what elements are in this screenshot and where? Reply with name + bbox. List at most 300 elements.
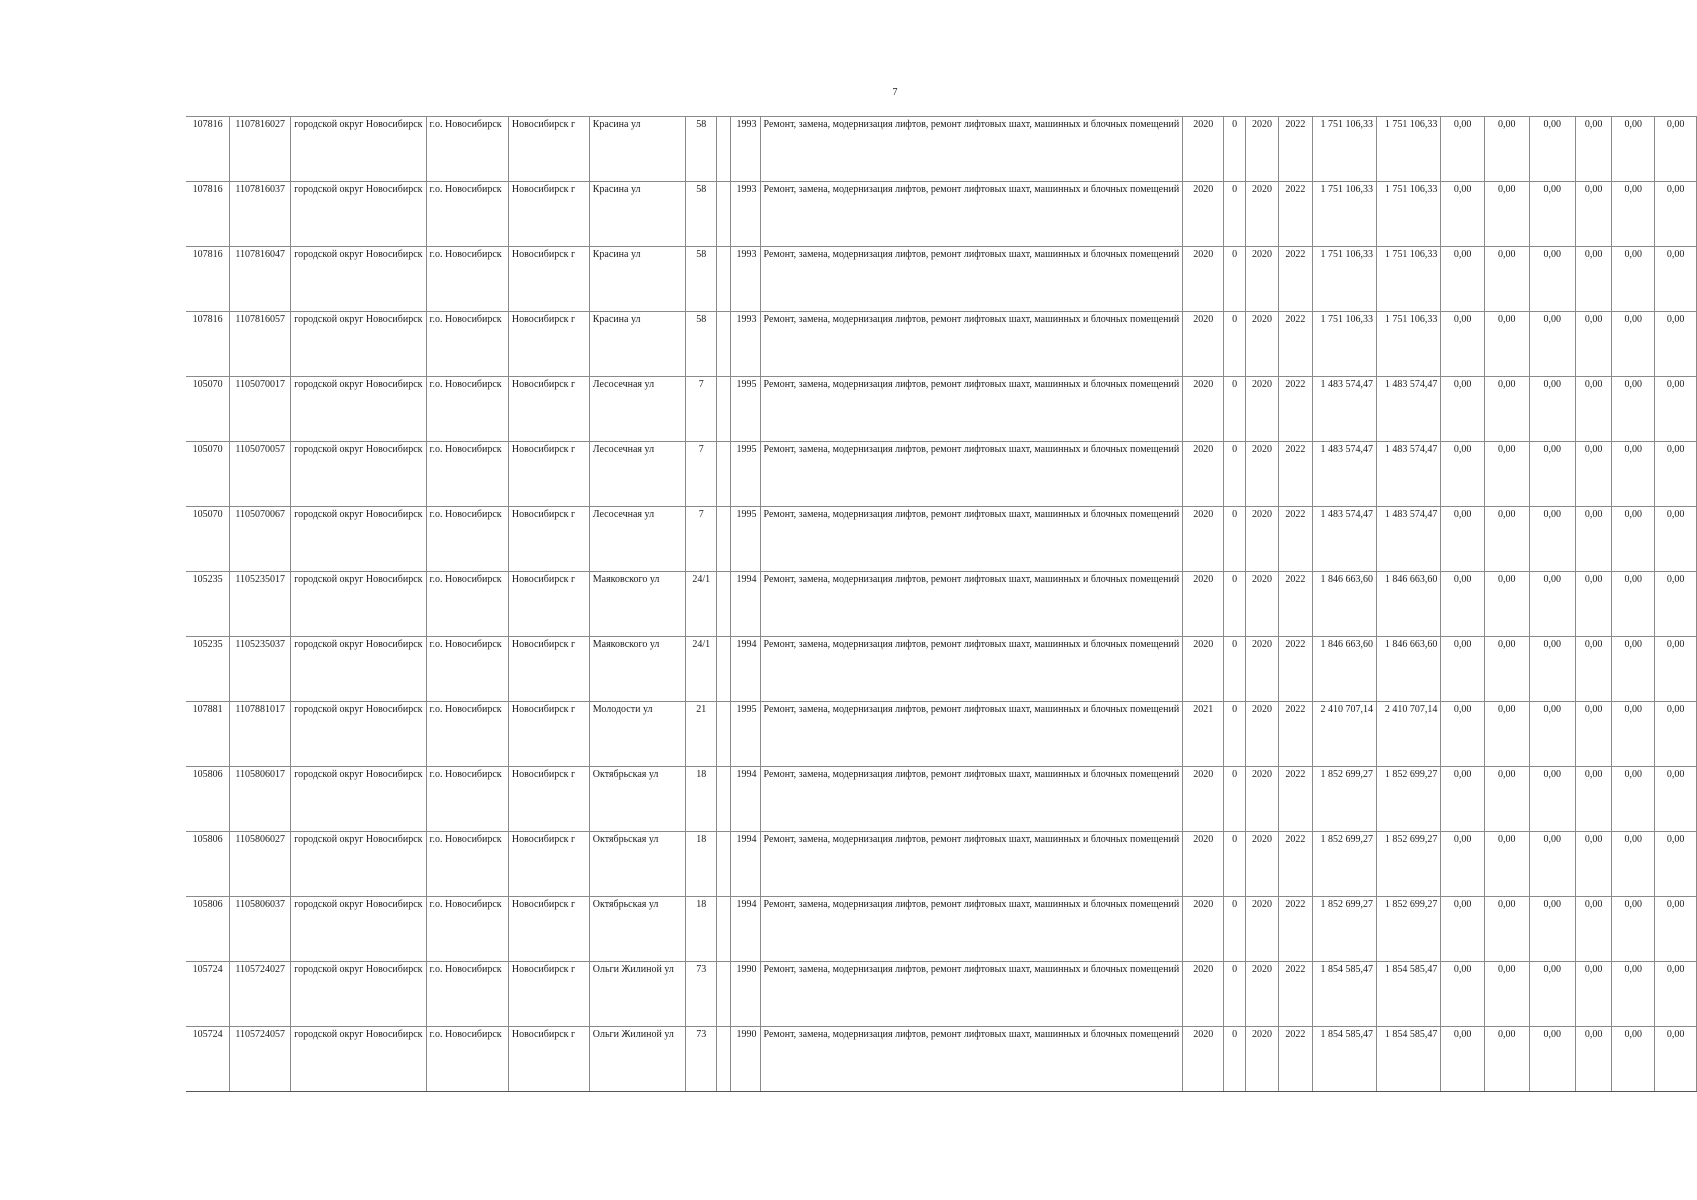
commission-year-cell: 1995 bbox=[731, 442, 760, 507]
fund-cost-cell: 1 846 663,60 bbox=[1377, 572, 1441, 637]
house-number-cell: 58 bbox=[686, 182, 717, 247]
city-cell: Новосибирск г bbox=[508, 247, 589, 312]
amount-cell: 0,00 bbox=[1612, 312, 1655, 377]
work-type-cell: Ремонт, замена, модернизация лифтов, ремонт лифтовых шахт, машинных и блочных помещений bbox=[760, 637, 1183, 702]
flag-cell: 0 bbox=[1224, 702, 1246, 767]
building-cell bbox=[717, 247, 731, 312]
city-cell: Новосибирск г bbox=[508, 832, 589, 897]
amount-cell: 0,00 bbox=[1575, 702, 1611, 767]
district-cell: городской округ Новосибирск bbox=[291, 702, 426, 767]
municipality-cell: г.о. Новосибирск bbox=[426, 442, 508, 507]
amount-cell: 0,00 bbox=[1575, 1027, 1611, 1092]
municipality-cell: г.о. Новосибирск bbox=[426, 117, 508, 182]
plan-year-cell: 2020 bbox=[1183, 637, 1224, 702]
work-type-cell: Ремонт, замена, модернизация лифтов, ремонт лифтовых шахт, машинных и блочных помещений bbox=[760, 312, 1183, 377]
amount-cell: 0,00 bbox=[1484, 312, 1529, 377]
amount-cell: 0,00 bbox=[1612, 117, 1655, 182]
element-code-cell: 1105806037 bbox=[230, 897, 291, 962]
amount-cell: 0,00 bbox=[1484, 897, 1529, 962]
period-end-cell: 2022 bbox=[1279, 117, 1313, 182]
element-code-cell: 1105724057 bbox=[230, 1027, 291, 1092]
amount-cell: 0,00 bbox=[1612, 1027, 1655, 1092]
district-cell: городской округ Новосибирск bbox=[291, 767, 426, 832]
amount-cell: 0,00 bbox=[1484, 442, 1529, 507]
amount-cell: 0,00 bbox=[1441, 962, 1484, 1027]
district-cell: городской округ Новосибирск bbox=[291, 1027, 426, 1092]
district-cell: городской округ Новосибирск bbox=[291, 377, 426, 442]
total-cost-cell: 1 846 663,60 bbox=[1312, 637, 1376, 702]
amount-cell: 0,00 bbox=[1612, 962, 1655, 1027]
house-number-cell: 73 bbox=[686, 1027, 717, 1092]
street-cell: Маяковского ул bbox=[589, 637, 685, 702]
amount-cell: 0,00 bbox=[1441, 182, 1484, 247]
house-number-cell: 18 bbox=[686, 767, 717, 832]
period-start-cell: 2020 bbox=[1246, 897, 1279, 962]
amount-cell: 0,00 bbox=[1612, 572, 1655, 637]
amount-cell: 0,00 bbox=[1529, 897, 1575, 962]
flag-cell: 0 bbox=[1224, 572, 1246, 637]
period-end-cell: 2022 bbox=[1279, 377, 1313, 442]
total-cost-cell: 1 751 106,33 bbox=[1312, 247, 1376, 312]
amount-cell: 0,00 bbox=[1612, 767, 1655, 832]
amount-cell: 0,00 bbox=[1612, 247, 1655, 312]
commission-year-cell: 1993 bbox=[731, 312, 760, 377]
amount-cell: 0,00 bbox=[1484, 832, 1529, 897]
element-code-cell: 1105070067 bbox=[230, 507, 291, 572]
fund-cost-cell: 1 846 663,60 bbox=[1377, 637, 1441, 702]
amount-cell: 0,00 bbox=[1612, 442, 1655, 507]
amount-cell: 0,00 bbox=[1575, 832, 1611, 897]
period-start-cell: 2020 bbox=[1246, 117, 1279, 182]
city-cell: Новосибирск г bbox=[508, 117, 589, 182]
period-start-cell: 2020 bbox=[1246, 572, 1279, 637]
amount-cell: 0,00 bbox=[1484, 1027, 1529, 1092]
element-code-cell: 1105806027 bbox=[230, 832, 291, 897]
period-start-cell: 2020 bbox=[1246, 377, 1279, 442]
street-cell: Лесосечная ул bbox=[589, 507, 685, 572]
period-end-cell: 2022 bbox=[1279, 247, 1313, 312]
building-cell bbox=[717, 637, 731, 702]
work-type-cell: Ремонт, замена, модернизация лифтов, ремонт лифтовых шахт, машинных и блочных помещений bbox=[760, 572, 1183, 637]
period-end-cell: 2022 bbox=[1279, 1027, 1313, 1092]
city-cell: Новосибирск г bbox=[508, 637, 589, 702]
amount-cell: 0,00 bbox=[1612, 377, 1655, 442]
object-id-cell: 105806 bbox=[186, 767, 230, 832]
flag-cell: 0 bbox=[1224, 637, 1246, 702]
street-cell: Ольги Жилиной ул bbox=[589, 1027, 685, 1092]
amount-cell: 0,00 bbox=[1441, 572, 1484, 637]
house-number-cell: 7 bbox=[686, 442, 717, 507]
plan-year-cell: 2020 bbox=[1183, 182, 1224, 247]
flag-cell: 0 bbox=[1224, 767, 1246, 832]
amount-cell: 0,00 bbox=[1529, 377, 1575, 442]
element-code-cell: 1105070017 bbox=[230, 377, 291, 442]
amount-cell: 0,00 bbox=[1575, 442, 1611, 507]
district-cell: городской округ Новосибирск bbox=[291, 312, 426, 377]
amount-cell: 0,00 bbox=[1655, 377, 1697, 442]
plan-year-cell: 2020 bbox=[1183, 572, 1224, 637]
amount-cell: 0,00 bbox=[1655, 507, 1697, 572]
amount-cell: 0,00 bbox=[1529, 962, 1575, 1027]
street-cell: Красина ул bbox=[589, 117, 685, 182]
amount-cell: 0,00 bbox=[1484, 507, 1529, 572]
period-start-cell: 2020 bbox=[1246, 442, 1279, 507]
element-code-cell: 1105070057 bbox=[230, 442, 291, 507]
object-id-cell: 105806 bbox=[186, 832, 230, 897]
fund-cost-cell: 1 483 574,47 bbox=[1377, 442, 1441, 507]
object-id-cell: 107881 bbox=[186, 702, 230, 767]
street-cell: Маяковского ул bbox=[589, 572, 685, 637]
amount-cell: 0,00 bbox=[1441, 832, 1484, 897]
object-id-cell: 105235 bbox=[186, 572, 230, 637]
total-cost-cell: 1 751 106,33 bbox=[1312, 182, 1376, 247]
amount-cell: 0,00 bbox=[1441, 897, 1484, 962]
works-table bbox=[186, 116, 1697, 1092]
element-code-cell: 1107881017 bbox=[230, 702, 291, 767]
plan-year-cell: 2020 bbox=[1183, 117, 1224, 182]
amount-cell: 0,00 bbox=[1612, 832, 1655, 897]
fund-cost-cell: 1 852 699,27 bbox=[1377, 832, 1441, 897]
amount-cell: 0,00 bbox=[1484, 962, 1529, 1027]
total-cost-cell: 1 846 663,60 bbox=[1312, 572, 1376, 637]
amount-cell: 0,00 bbox=[1575, 312, 1611, 377]
flag-cell: 0 bbox=[1224, 377, 1246, 442]
amount-cell: 0,00 bbox=[1484, 117, 1529, 182]
building-cell bbox=[717, 312, 731, 377]
street-cell: Красина ул bbox=[589, 182, 685, 247]
flag-cell: 0 bbox=[1224, 182, 1246, 247]
amount-cell: 0,00 bbox=[1529, 312, 1575, 377]
building-cell bbox=[717, 1027, 731, 1092]
amount-cell: 0,00 bbox=[1529, 182, 1575, 247]
amount-cell: 0,00 bbox=[1441, 117, 1484, 182]
commission-year-cell: 1994 bbox=[731, 832, 760, 897]
element-code-cell: 1107816037 bbox=[230, 182, 291, 247]
amount-cell: 0,00 bbox=[1484, 247, 1529, 312]
element-code-cell: 1105806017 bbox=[230, 767, 291, 832]
period-end-cell: 2022 bbox=[1279, 182, 1313, 247]
object-id-cell: 107816 bbox=[186, 247, 230, 312]
amount-cell: 0,00 bbox=[1575, 377, 1611, 442]
work-type-cell: Ремонт, замена, модернизация лифтов, ремонт лифтовых шахт, машинных и блочных помещений bbox=[760, 182, 1183, 247]
municipality-cell: г.о. Новосибирск bbox=[426, 1027, 508, 1092]
amount-cell: 0,00 bbox=[1441, 702, 1484, 767]
object-id-cell: 105070 bbox=[186, 377, 230, 442]
amount-cell: 0,00 bbox=[1612, 897, 1655, 962]
fund-cost-cell: 1 852 699,27 bbox=[1377, 897, 1441, 962]
amount-cell: 0,00 bbox=[1529, 247, 1575, 312]
fund-cost-cell: 1 483 574,47 bbox=[1377, 377, 1441, 442]
plan-year-cell: 2020 bbox=[1183, 897, 1224, 962]
plan-year-cell: 2020 bbox=[1183, 507, 1224, 572]
district-cell: городской округ Новосибирск bbox=[291, 637, 426, 702]
amount-cell: 0,00 bbox=[1529, 572, 1575, 637]
city-cell: Новосибирск г bbox=[508, 702, 589, 767]
amount-cell: 0,00 bbox=[1441, 312, 1484, 377]
municipality-cell: г.о. Новосибирск bbox=[426, 507, 508, 572]
period-start-cell: 2020 bbox=[1246, 702, 1279, 767]
period-end-cell: 2022 bbox=[1279, 442, 1313, 507]
period-end-cell: 2022 bbox=[1279, 312, 1313, 377]
plan-year-cell: 2020 bbox=[1183, 767, 1224, 832]
street-cell: Лесосечная ул bbox=[589, 442, 685, 507]
table-row bbox=[186, 117, 1697, 182]
object-id-cell: 105724 bbox=[186, 962, 230, 1027]
plan-year-cell: 2021 bbox=[1183, 702, 1224, 767]
house-number-cell: 18 bbox=[686, 897, 717, 962]
total-cost-cell: 1 483 574,47 bbox=[1312, 507, 1376, 572]
amount-cell: 0,00 bbox=[1575, 897, 1611, 962]
work-type-cell: Ремонт, замена, модернизация лифтов, ремонт лифтовых шахт, машинных и блочных помещений bbox=[760, 962, 1183, 1027]
flag-cell: 0 bbox=[1224, 117, 1246, 182]
table-row bbox=[186, 832, 1697, 897]
building-cell bbox=[717, 767, 731, 832]
municipality-cell: г.о. Новосибирск bbox=[426, 897, 508, 962]
work-type-cell: Ремонт, замена, модернизация лифтов, ремонт лифтовых шахт, машинных и блочных помещений bbox=[760, 507, 1183, 572]
house-number-cell: 7 bbox=[686, 507, 717, 572]
municipality-cell: г.о. Новосибирск bbox=[426, 247, 508, 312]
commission-year-cell: 1994 bbox=[731, 767, 760, 832]
commission-year-cell: 1993 bbox=[731, 117, 760, 182]
total-cost-cell: 1 483 574,47 bbox=[1312, 442, 1376, 507]
commission-year-cell: 1993 bbox=[731, 247, 760, 312]
amount-cell: 0,00 bbox=[1575, 182, 1611, 247]
amount-cell: 0,00 bbox=[1575, 962, 1611, 1027]
element-code-cell: 1107816047 bbox=[230, 247, 291, 312]
house-number-cell: 21 bbox=[686, 702, 717, 767]
municipality-cell: г.о. Новосибирск bbox=[426, 702, 508, 767]
period-start-cell: 2020 bbox=[1246, 247, 1279, 312]
flag-cell: 0 bbox=[1224, 312, 1246, 377]
work-type-cell: Ремонт, замена, модернизация лифтов, ремонт лифтовых шахт, машинных и блочных помещений bbox=[760, 442, 1183, 507]
house-number-cell: 73 bbox=[686, 962, 717, 1027]
flag-cell: 0 bbox=[1224, 897, 1246, 962]
amount-cell: 0,00 bbox=[1655, 182, 1697, 247]
work-type-cell: Ремонт, замена, модернизация лифтов, ремонт лифтовых шахт, машинных и блочных помещений bbox=[760, 247, 1183, 312]
street-cell: Лесосечная ул bbox=[589, 377, 685, 442]
work-type-cell: Ремонт, замена, модернизация лифтов, ремонт лифтовых шахт, машинных и блочных помещений bbox=[760, 832, 1183, 897]
total-cost-cell: 1 751 106,33 bbox=[1312, 312, 1376, 377]
total-cost-cell: 1 751 106,33 bbox=[1312, 117, 1376, 182]
object-id-cell: 107816 bbox=[186, 182, 230, 247]
table-row bbox=[186, 312, 1697, 377]
district-cell: городской округ Новосибирск bbox=[291, 117, 426, 182]
table-row bbox=[186, 182, 1697, 247]
building-cell bbox=[717, 832, 731, 897]
building-cell bbox=[717, 182, 731, 247]
amount-cell: 0,00 bbox=[1575, 767, 1611, 832]
amount-cell: 0,00 bbox=[1529, 1027, 1575, 1092]
city-cell: Новосибирск г bbox=[508, 182, 589, 247]
fund-cost-cell: 1 751 106,33 bbox=[1377, 182, 1441, 247]
period-end-cell: 2022 bbox=[1279, 507, 1313, 572]
total-cost-cell: 1 854 585,47 bbox=[1312, 1027, 1376, 1092]
amount-cell: 0,00 bbox=[1655, 767, 1697, 832]
amount-cell: 0,00 bbox=[1612, 702, 1655, 767]
fund-cost-cell: 1 483 574,47 bbox=[1377, 507, 1441, 572]
building-cell bbox=[717, 117, 731, 182]
amount-cell: 0,00 bbox=[1441, 1027, 1484, 1092]
flag-cell: 0 bbox=[1224, 962, 1246, 1027]
amount-cell: 0,00 bbox=[1529, 637, 1575, 702]
amount-cell: 0,00 bbox=[1612, 637, 1655, 702]
amount-cell: 0,00 bbox=[1529, 507, 1575, 572]
fund-cost-cell: 1 854 585,47 bbox=[1377, 1027, 1441, 1092]
object-id-cell: 107816 bbox=[186, 312, 230, 377]
period-end-cell: 2022 bbox=[1279, 702, 1313, 767]
flag-cell: 0 bbox=[1224, 832, 1246, 897]
amount-cell: 0,00 bbox=[1484, 767, 1529, 832]
municipality-cell: г.о. Новосибирск bbox=[426, 767, 508, 832]
building-cell bbox=[717, 507, 731, 572]
period-start-cell: 2020 bbox=[1246, 832, 1279, 897]
street-cell: Красина ул bbox=[589, 312, 685, 377]
amount-cell: 0,00 bbox=[1441, 377, 1484, 442]
building-cell bbox=[717, 962, 731, 1027]
amount-cell: 0,00 bbox=[1655, 117, 1697, 182]
city-cell: Новосибирск г bbox=[508, 767, 589, 832]
amount-cell: 0,00 bbox=[1575, 507, 1611, 572]
city-cell: Новосибирск г bbox=[508, 897, 589, 962]
district-cell: городской округ Новосибирск bbox=[291, 897, 426, 962]
city-cell: Новосибирск г bbox=[508, 312, 589, 377]
plan-year-cell: 2020 bbox=[1183, 377, 1224, 442]
work-type-cell: Ремонт, замена, модернизация лифтов, ремонт лифтовых шахт, машинных и блочных помещений bbox=[760, 117, 1183, 182]
amount-cell: 0,00 bbox=[1575, 572, 1611, 637]
period-start-cell: 2020 bbox=[1246, 312, 1279, 377]
municipality-cell: г.о. Новосибирск bbox=[426, 637, 508, 702]
plan-year-cell: 2020 bbox=[1183, 247, 1224, 312]
house-number-cell: 58 bbox=[686, 117, 717, 182]
municipality-cell: г.о. Новосибирск bbox=[426, 182, 508, 247]
amount-cell: 0,00 bbox=[1655, 572, 1697, 637]
table-row bbox=[186, 637, 1697, 702]
municipality-cell: г.о. Новосибирск bbox=[426, 962, 508, 1027]
district-cell: городской округ Новосибирск bbox=[291, 182, 426, 247]
amount-cell: 0,00 bbox=[1484, 377, 1529, 442]
work-type-cell: Ремонт, замена, модернизация лифтов, ремонт лифтовых шахт, машинных и блочных помещений bbox=[760, 377, 1183, 442]
table-row bbox=[186, 1027, 1697, 1092]
commission-year-cell: 1995 bbox=[731, 702, 760, 767]
district-cell: городской округ Новосибирск bbox=[291, 442, 426, 507]
total-cost-cell: 2 410 707,14 bbox=[1312, 702, 1376, 767]
table-row bbox=[186, 897, 1697, 962]
period-end-cell: 2022 bbox=[1279, 832, 1313, 897]
period-end-cell: 2022 bbox=[1279, 572, 1313, 637]
total-cost-cell: 1 852 699,27 bbox=[1312, 832, 1376, 897]
street-cell: Красина ул bbox=[589, 247, 685, 312]
period-start-cell: 2020 bbox=[1246, 637, 1279, 702]
amount-cell: 0,00 bbox=[1612, 507, 1655, 572]
amount-cell: 0,00 bbox=[1655, 897, 1697, 962]
element-code-cell: 1107816057 bbox=[230, 312, 291, 377]
municipality-cell: г.о. Новосибирск bbox=[426, 832, 508, 897]
amount-cell: 0,00 bbox=[1655, 442, 1697, 507]
house-number-cell: 58 bbox=[686, 247, 717, 312]
building-cell bbox=[717, 702, 731, 767]
amount-cell: 0,00 bbox=[1655, 832, 1697, 897]
object-id-cell: 105806 bbox=[186, 897, 230, 962]
period-start-cell: 2020 bbox=[1246, 962, 1279, 1027]
amount-cell: 0,00 bbox=[1655, 637, 1697, 702]
commission-year-cell: 1993 bbox=[731, 182, 760, 247]
flag-cell: 0 bbox=[1224, 442, 1246, 507]
amount-cell: 0,00 bbox=[1441, 507, 1484, 572]
period-end-cell: 2022 bbox=[1279, 962, 1313, 1027]
district-cell: городской округ Новосибирск bbox=[291, 247, 426, 312]
amount-cell: 0,00 bbox=[1529, 702, 1575, 767]
table-row bbox=[186, 572, 1697, 637]
district-cell: городской округ Новосибирск bbox=[291, 962, 426, 1027]
commission-year-cell: 1995 bbox=[731, 377, 760, 442]
element-code-cell: 1105235037 bbox=[230, 637, 291, 702]
amount-cell: 0,00 bbox=[1655, 247, 1697, 312]
house-number-cell: 24/1 bbox=[686, 637, 717, 702]
element-code-cell: 1105235017 bbox=[230, 572, 291, 637]
amount-cell: 0,00 bbox=[1484, 637, 1529, 702]
table-row bbox=[186, 767, 1697, 832]
object-id-cell: 105070 bbox=[186, 442, 230, 507]
flag-cell: 0 bbox=[1224, 247, 1246, 312]
commission-year-cell: 1990 bbox=[731, 1027, 760, 1092]
commission-year-cell: 1990 bbox=[731, 962, 760, 1027]
building-cell bbox=[717, 897, 731, 962]
amount-cell: 0,00 bbox=[1655, 962, 1697, 1027]
flag-cell: 0 bbox=[1224, 1027, 1246, 1092]
table-row bbox=[186, 377, 1697, 442]
object-id-cell: 105724 bbox=[186, 1027, 230, 1092]
amount-cell: 0,00 bbox=[1529, 442, 1575, 507]
amount-cell: 0,00 bbox=[1529, 767, 1575, 832]
period-end-cell: 2022 bbox=[1279, 637, 1313, 702]
commission-year-cell: 1994 bbox=[731, 897, 760, 962]
period-start-cell: 2020 bbox=[1246, 767, 1279, 832]
district-cell: городской округ Новосибирск bbox=[291, 572, 426, 637]
house-number-cell: 7 bbox=[686, 377, 717, 442]
city-cell: Новосибирск г bbox=[508, 572, 589, 637]
fund-cost-cell: 1 852 699,27 bbox=[1377, 767, 1441, 832]
amount-cell: 0,00 bbox=[1484, 702, 1529, 767]
amount-cell: 0,00 bbox=[1612, 182, 1655, 247]
street-cell: Октябрьская ул bbox=[589, 897, 685, 962]
amount-cell: 0,00 bbox=[1575, 637, 1611, 702]
district-cell: городской округ Новосибирск bbox=[291, 507, 426, 572]
plan-year-cell: 2020 bbox=[1183, 1027, 1224, 1092]
period-end-cell: 2022 bbox=[1279, 767, 1313, 832]
element-code-cell: 1105724027 bbox=[230, 962, 291, 1027]
object-id-cell: 105235 bbox=[186, 637, 230, 702]
street-cell: Ольги Жилиной ул bbox=[589, 962, 685, 1027]
period-end-cell: 2022 bbox=[1279, 897, 1313, 962]
amount-cell: 0,00 bbox=[1484, 182, 1529, 247]
building-cell bbox=[717, 442, 731, 507]
plan-year-cell: 2020 bbox=[1183, 832, 1224, 897]
city-cell: Новосибирск г bbox=[508, 507, 589, 572]
house-number-cell: 58 bbox=[686, 312, 717, 377]
plan-year-cell: 2020 bbox=[1183, 312, 1224, 377]
building-cell bbox=[717, 377, 731, 442]
period-start-cell: 2020 bbox=[1246, 1027, 1279, 1092]
amount-cell: 0,00 bbox=[1655, 1027, 1697, 1092]
street-cell: Октябрьская ул bbox=[589, 767, 685, 832]
plan-year-cell: 2020 bbox=[1183, 442, 1224, 507]
table-row bbox=[186, 507, 1697, 572]
period-start-cell: 2020 bbox=[1246, 182, 1279, 247]
amount-cell: 0,00 bbox=[1484, 572, 1529, 637]
street-cell: Молодости ул bbox=[589, 702, 685, 767]
amount-cell: 0,00 bbox=[1655, 702, 1697, 767]
table-row bbox=[186, 247, 1697, 312]
